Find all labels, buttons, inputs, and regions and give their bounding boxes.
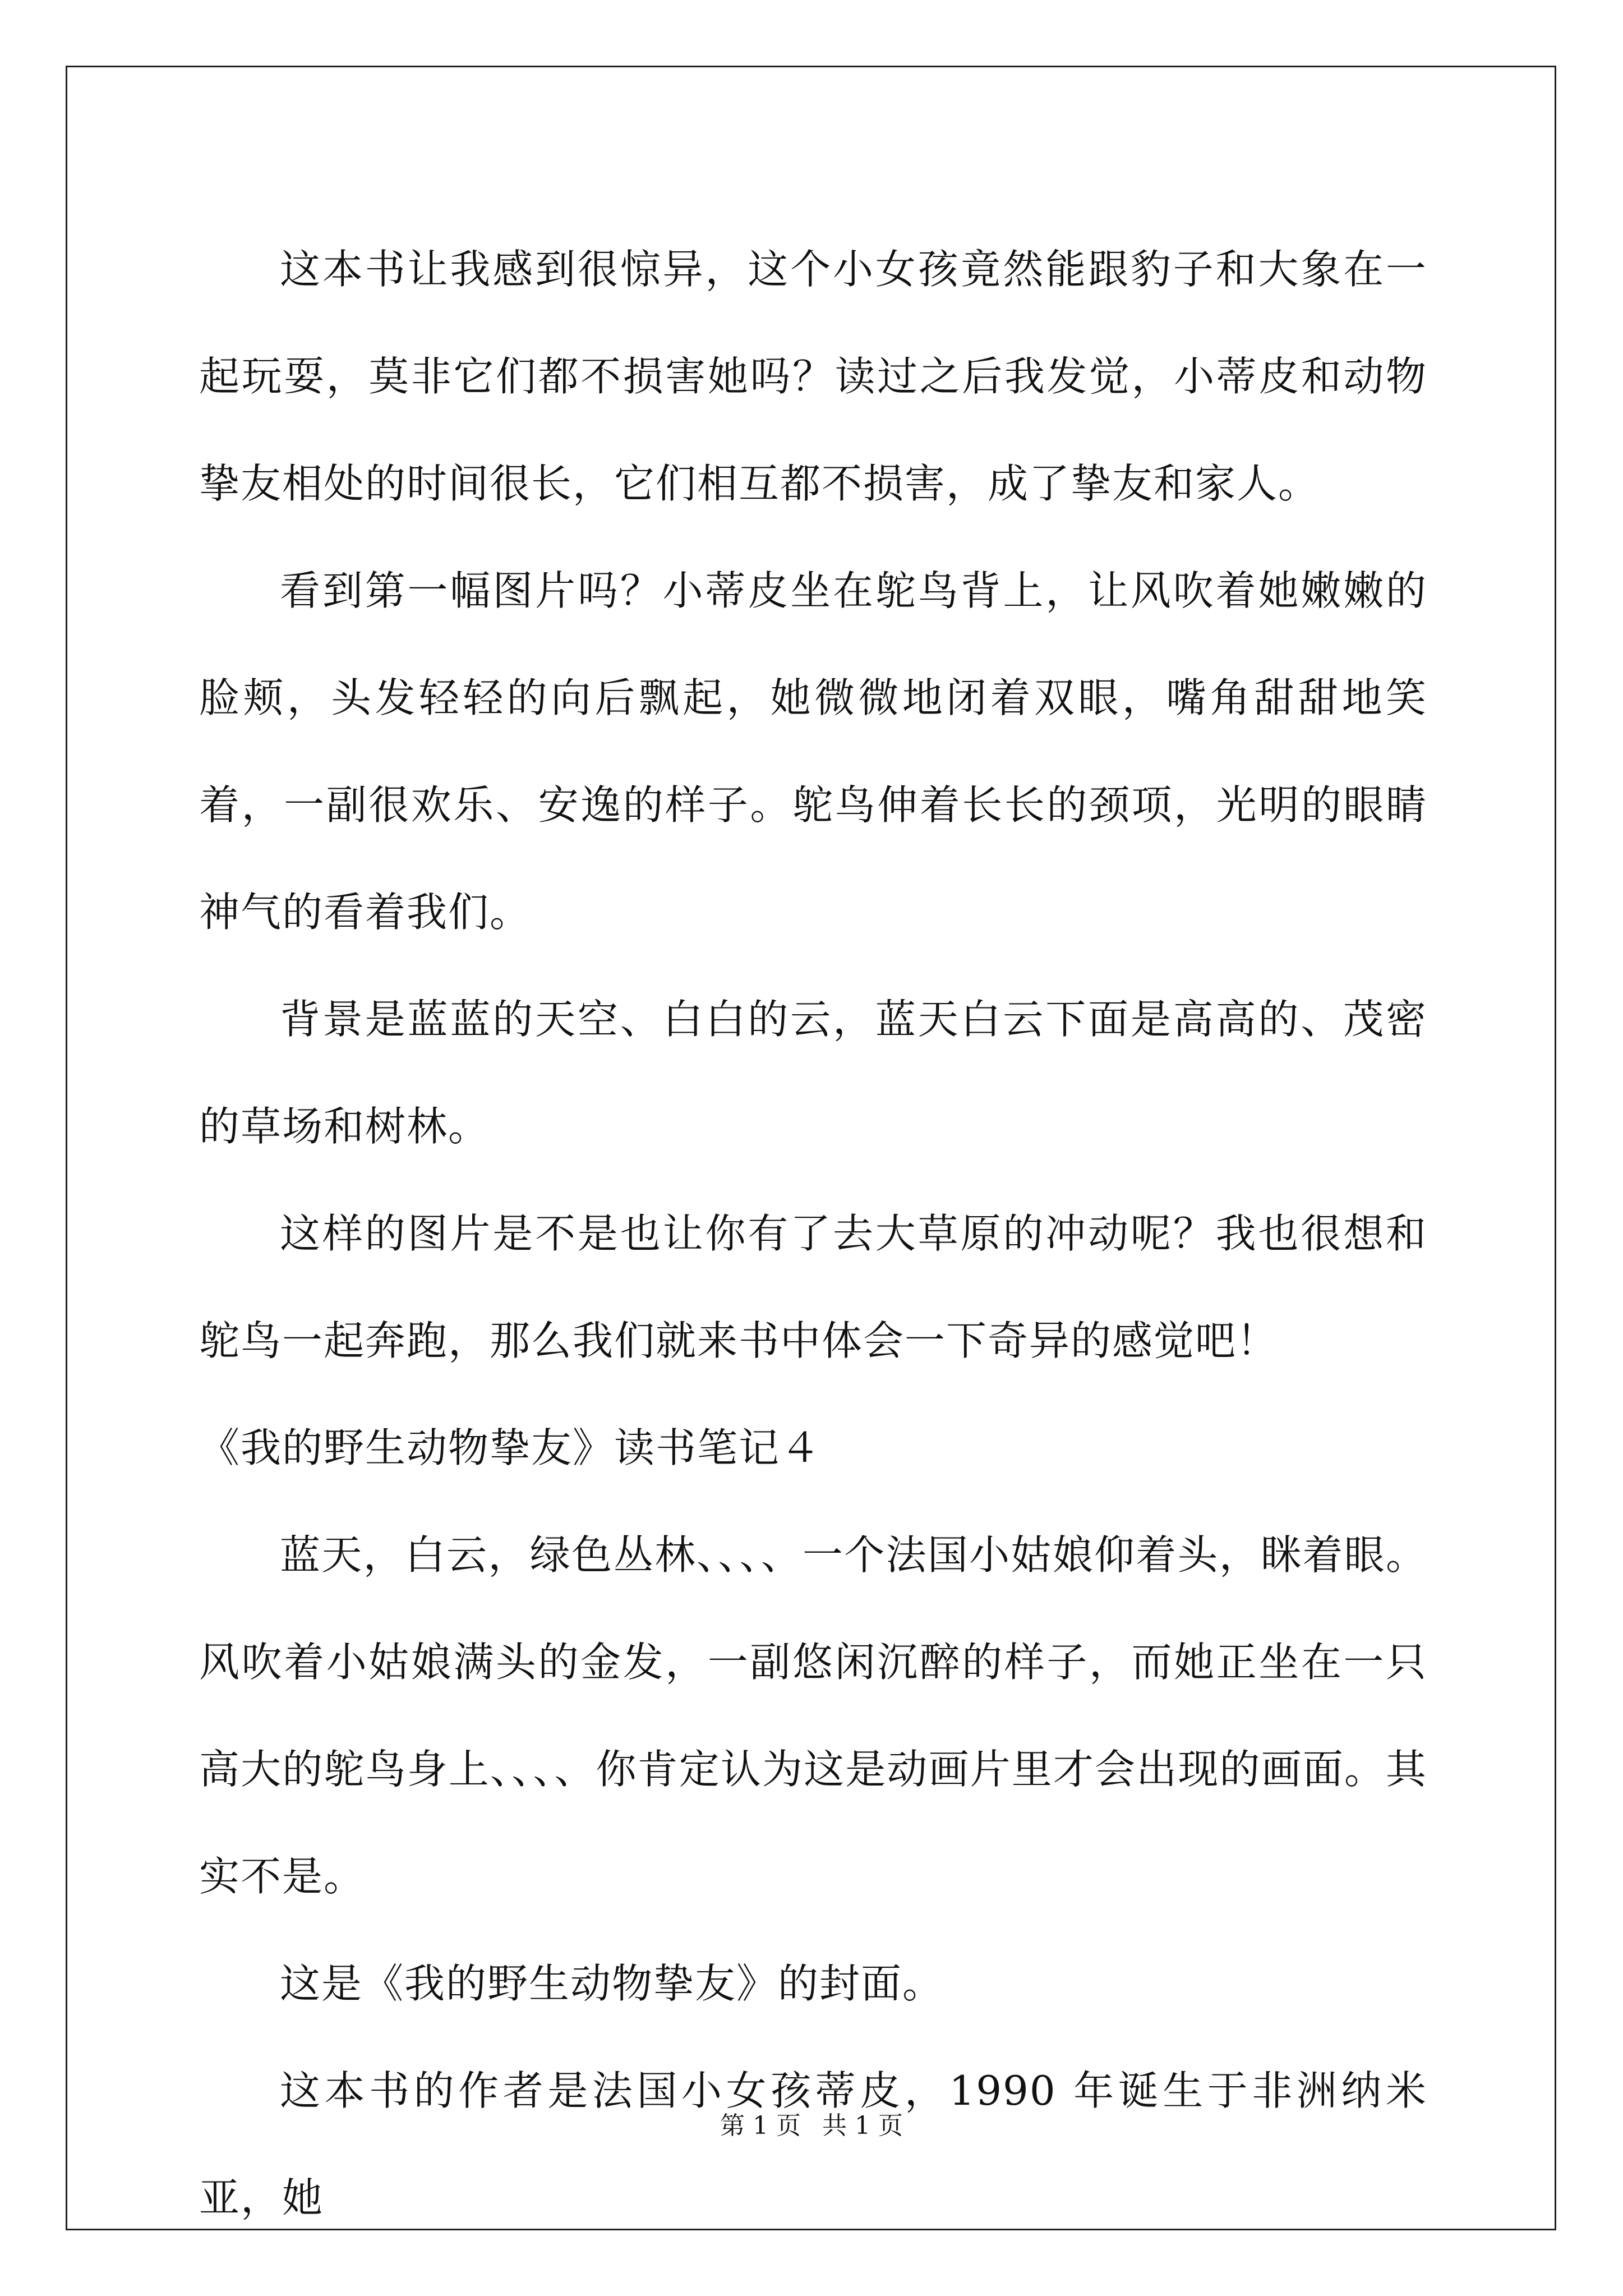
paragraph: 背景是蓝蓝的天空、白白的云，蓝天白云下面是高高的、茂密的草场和树林。 xyxy=(199,996,1427,1150)
page-total: 共 1 页 xyxy=(822,2111,903,2140)
section-heading: 《我的野生动物挚友》读书笔记４ xyxy=(199,1424,822,1471)
paragraph: 这是《我的野生动物挚友》的封面。 xyxy=(280,1960,944,2007)
paragraph: 蓝天，白云，绿色丛林、、、、一个法国小姑娘仰着头，眯着眼。风吹着小姑娘满头的金发，一副悠闲沉醉的样子，而她正坐在一只高大的鸵鸟身上、、、、你肯定认为这是动画片里才会出现的画面。其实不是。 xyxy=(199,1531,1427,1900)
document-body xyxy=(199,216,1427,2252)
paragraph: 这本书的作者是法国小女孩蒂皮，1990 年诞生于非洲纳米亚，她 xyxy=(199,2067,1427,2221)
page-footer xyxy=(0,2109,1623,2143)
paragraph: 这本书让我感到很惊异，这个小女孩竟然能跟豹子和大象在一起玩耍，莫非它们都不损害她吗？读过之后我发觉，小蒂皮和动物挚友相处的时间很长，它们相互都不损害，成了挚友和家人。 xyxy=(199,246,1427,507)
paragraph: 看到第一幅图片吗？小蒂皮坐在鸵鸟背上，让风吹着她嫩嫩的脸颊，头发轻轻的向后飘起，她微微地闭着双眼，嘴角甜甜地笑着，一副很欢乐、安逸的样子。鸵鸟伸着长长的颈项，光明的眼睛神气的看着我们。 xyxy=(199,567,1427,936)
paragraph: 这样的图片是不是也让你有了去大草原的冲动呢？我也很想和鸵鸟一起奔跑，那么我们就来书中体会一下奇异的感觉吧！ xyxy=(199,1210,1427,1364)
page-number: 第 1 页 xyxy=(720,2111,801,2140)
